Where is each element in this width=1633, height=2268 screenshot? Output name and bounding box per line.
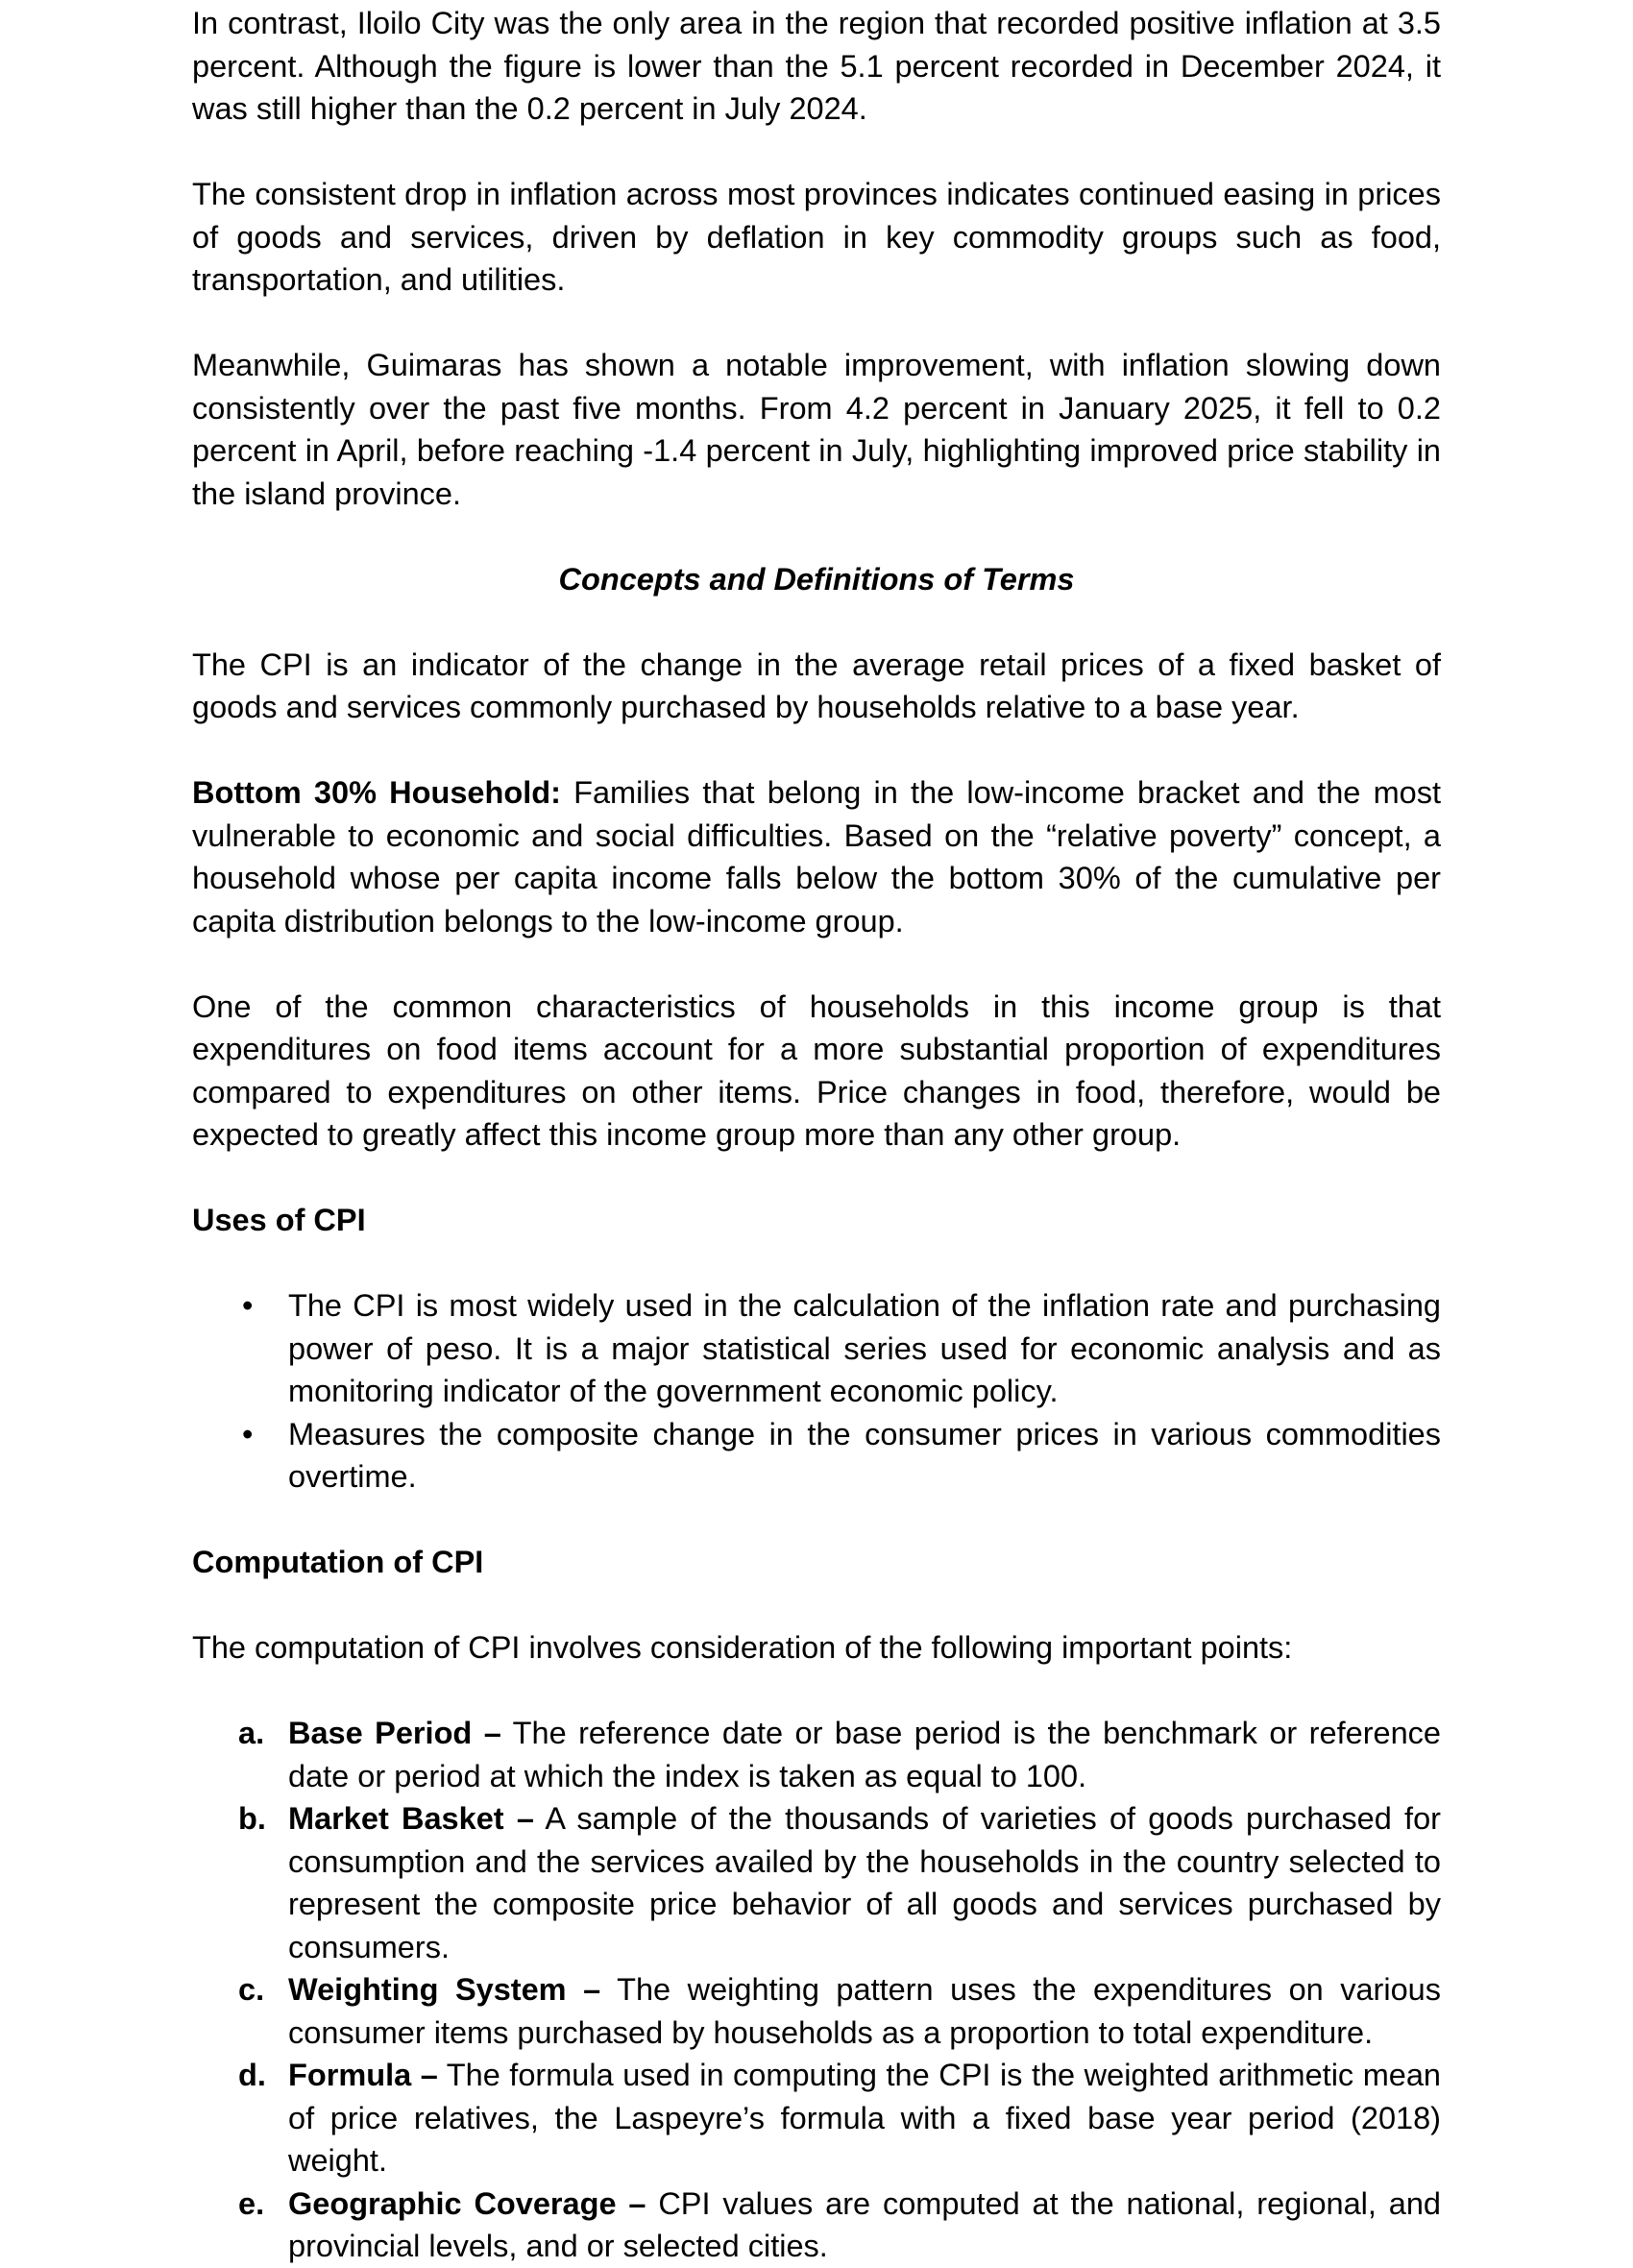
- point-text: The weighting pattern uses the expenditures on various consumer items purchased by households as a proportion to total expenditure.: [288, 1972, 1441, 2050]
- uses-list-item: [192, 1413, 1441, 1499]
- bottom-30-definition: Families that belong in the low-income bracket and the most vulnerable to economic and social difficulties. Based on the “relative poverty” concept, a household whose per capita income falls below the bottom 30% of the cumulative per capita distribution belongs to the low-income group.: [192, 775, 1442, 939]
- point-term: Weighting System –: [288, 1972, 601, 2007]
- uses-list: [192, 1284, 1441, 1499]
- computation-intro: The computation of CPI involves consideration of the following important points:: [192, 1630, 1293, 1665]
- uses-list-item: [192, 1284, 1441, 1413]
- computation-point-base-period: [192, 1712, 1441, 1797]
- computation-point-geographic-coverage: [192, 2183, 1441, 2268]
- computation-heading: Computation of CPI: [192, 1545, 484, 1579]
- paragraph-guimaras: Meanwhile, Guimaras has shown a notable improvement, with inflation slowing down consistently over the past five months. From 4.2 percent in January 2025, it fell to 0.2 percent in April, before reaching -1.4 percent in July, highlighting improved price stability in the island province.: [192, 348, 1441, 511]
- concepts-heading: Concepts and Definitions of Terms: [558, 561, 1075, 597]
- computation-point-weighting-system: [192, 1968, 1441, 2054]
- point-term: Market Basket –: [288, 1801, 534, 1836]
- point-text: The formula used in computing the CPI is the weighted arithmetic mean of price relatives, the Laspeyre’s formula with a fixed base year period (2018) weight.: [288, 2058, 1441, 2178]
- point-marker: d.: [238, 2058, 266, 2092]
- point-term: Base Period –: [288, 1716, 501, 1750]
- computation-points-list: [192, 1712, 1441, 2268]
- point-text: CPI values are computed at the national, regional, and provincial levels, and or selected cities.: [288, 2185, 1441, 2263]
- point-marker: b.: [238, 1801, 266, 1836]
- point-term: Formula –: [288, 2058, 438, 2092]
- paragraph-characteristics: One of the common characteristics of households in this income group is that expenditures on food items account for a more substantial proportion of expenditures compared to expenditures on other items. Price changes in food, therefore, would be expected to greatly affect this income group more than any other group.: [192, 988, 1441, 1152]
- bullet-icon: •: [242, 1416, 254, 1451]
- bullet-icon: •: [242, 1288, 254, 1323]
- computation-point-market-basket: [192, 1797, 1441, 1968]
- paragraph-inflation-drop: The consistent drop in inflation across most provinces indicates continued easing in prices of goods and services, driven by deflation in key commodity groups such as food, transportation, and utilities.: [192, 177, 1441, 297]
- point-marker: c.: [238, 1972, 265, 2007]
- uses-item-text: Measures the composite change in the consumer prices in various commodities overtime.: [288, 1416, 1441, 1494]
- paragraph-bottom-30: [192, 771, 1441, 942]
- point-text: The reference date or base period is the benchmark or reference date or period at which the index is taken as equal to 100.: [288, 1716, 1441, 1793]
- paragraph-cpi-definition: The CPI is an indicator of the change in the average retail prices of a fixed basket of goods and services commonly purchased by households relative to a base year.: [192, 646, 1441, 724]
- paragraph-iloilo-city: In contrast, Iloilo City was the only area in the region that recorded positive inflation at 3.5 percent. Although the figure is lower than the 5.1 percent recorded in December 2024, it was still higher than the 0.2 percent in July 2024.: [192, 6, 1441, 126]
- bottom-30-term: Bottom 30% Household:: [192, 775, 561, 810]
- point-text: A sample of the thousands of varieties of goods purchased for consumption and the services availed by the households in the country selected to represent the composite price behavior of all goods and services purchased by consumers.: [288, 1801, 1441, 1964]
- uses-heading: Uses of CPI: [192, 1203, 366, 1237]
- computation-point-formula: [192, 2054, 1441, 2183]
- point-term: Geographic Coverage –: [288, 2185, 646, 2221]
- uses-item-text: The CPI is most widely used in the calculation of the inflation rate and purchasing power of peso. It is a major statistical series used for economic analysis and as monitoring indicator of the government economic policy.: [288, 1288, 1441, 1408]
- point-marker: e.: [238, 2185, 265, 2221]
- point-marker: a.: [238, 1716, 265, 1750]
